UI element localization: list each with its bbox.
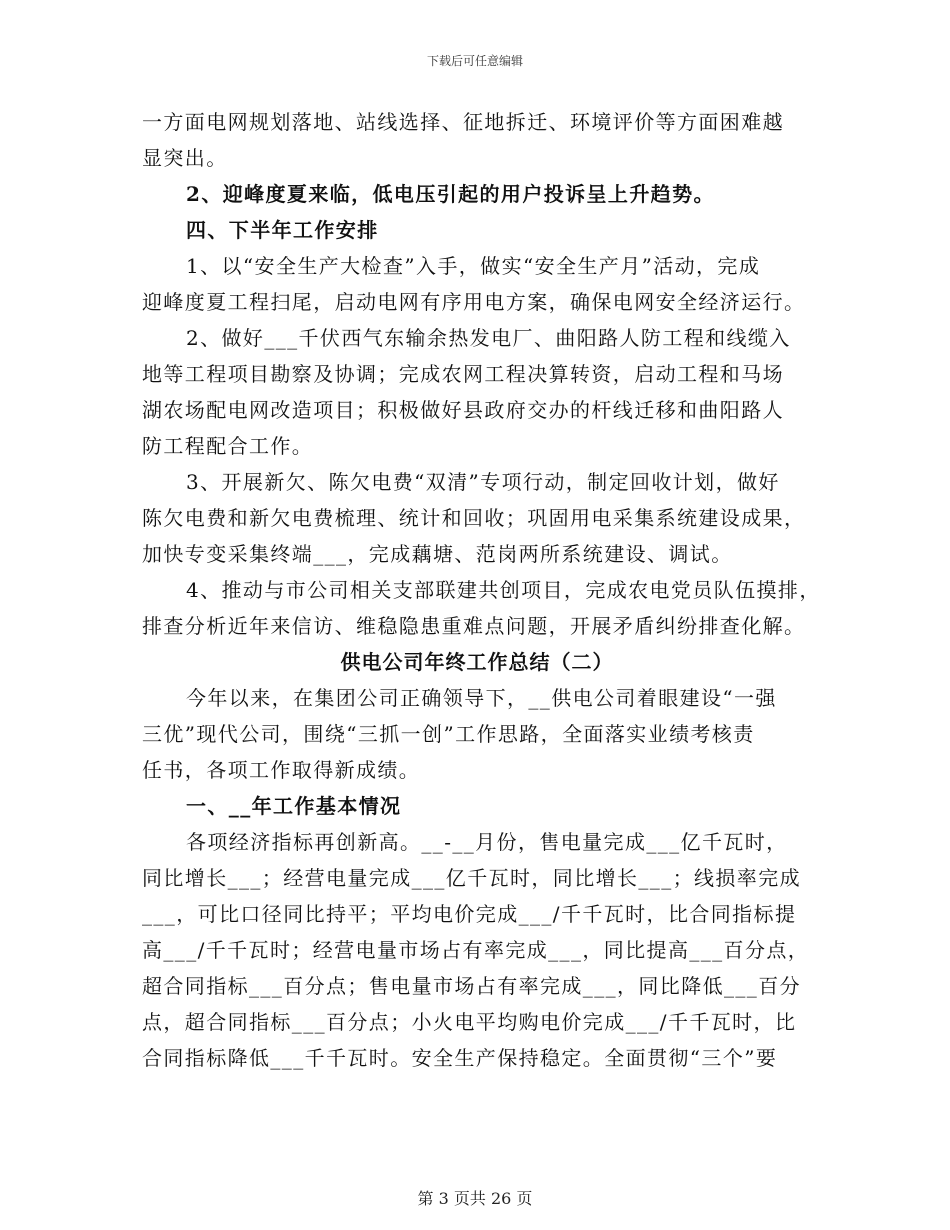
page-footer: 第 3 页共 26 页: [417, 1189, 533, 1208]
paragraph-line: 显突出。: [142, 146, 228, 170]
paragraph-line: 陈欠电费和新欠电费梳理、统计和回收；巩固用电采集系统建设成果，: [142, 506, 806, 530]
paragraph-line: 今年以来，在集团公司正确领导下，__供电公司着眼建设“一强: [186, 686, 777, 710]
paragraph-line: 加快专变采集终端___，完成藕塘、范岗两所系统建设、调试。: [142, 542, 733, 566]
page-header: 下载后可任意编辑: [426, 54, 523, 68]
paragraph-line: 4、推动与市公司相关支部联建共创项目，完成农电党员队伍摸排，: [186, 578, 821, 602]
paragraph-line: 防工程配合工作。: [142, 434, 314, 458]
paragraph-line: 各项经济指标再创新高。__-__月份，售电量完成___亿千瓦时，: [186, 830, 788, 854]
paragraph-line: 合同指标降低___千千瓦时。安全生产保持稳定。全面贯彻“三个”要: [142, 1046, 778, 1070]
paragraph-line: 任书，各项工作取得新成绩。: [142, 758, 421, 782]
document-title: 供电公司年终工作总结（二）: [340, 650, 614, 674]
paragraph-line: 三优”现代公司，围绕“三抓一创”工作思路，全面落实业绩考核责: [142, 722, 755, 746]
paragraph-line: 2、做好___千伏西气东输余热发电厂、曲阳路人防工程和线缆入: [186, 326, 791, 350]
paragraph-line: 迎峰度夏工程扫尾，启动电网有序用电方案，确保电网安全经济运行。: [142, 290, 806, 314]
paragraph-line: 湖农场配电网改造项目；积极做好县政府交办的杆线迁移和曲阳路人: [142, 398, 784, 422]
document-body: [142, 104, 821, 1076]
paragraph-line: 高___/千千瓦时；经营电量市场占有率完成___，同比提高___百分点，: [142, 938, 810, 962]
paragraph-line: 排查分析近年来信访、维稳隐患重难点问题，开展矛盾纠纷排查化解。: [142, 614, 806, 638]
section-heading: 四、下半年工作安排: [186, 218, 379, 242]
paragraph-line: ___，可比口径同比持平；平均电价完成___/千千瓦时，比合同指标提: [142, 902, 797, 926]
paragraph-line: 同比增长___；经营电量完成___亿千瓦时，同比增长___；线损率完成: [142, 866, 801, 890]
paragraph-line: 地等工程项目勘察及协调；完成农网工程决算转资，启动工程和马场: [142, 362, 784, 386]
paragraph-line: 一方面电网规划落地、站线选择、征地拆迁、环境评价等方面困难越: [142, 110, 784, 134]
paragraph-line: 超合同指标___百分点；售电量市场占有率完成___，同比降低___百分: [142, 974, 801, 998]
subheading: 2、迎峰度夏来临，低电压引起的用户投诉呈上升趋势。: [186, 182, 715, 206]
paragraph-line: 点，超合同指标___百分点；小火电平均购电价完成___/千千瓦时，比: [142, 1010, 797, 1034]
section-heading: 一、__年工作基本情况: [186, 794, 402, 818]
paragraph-line: 3、开展新欠、陈欠电费“双清”专项行动，制定回收计划，做好: [186, 470, 780, 494]
paragraph-line: 1、以“安全生产大检查”入手，做实“安全生产月”活动，完成: [186, 254, 761, 278]
